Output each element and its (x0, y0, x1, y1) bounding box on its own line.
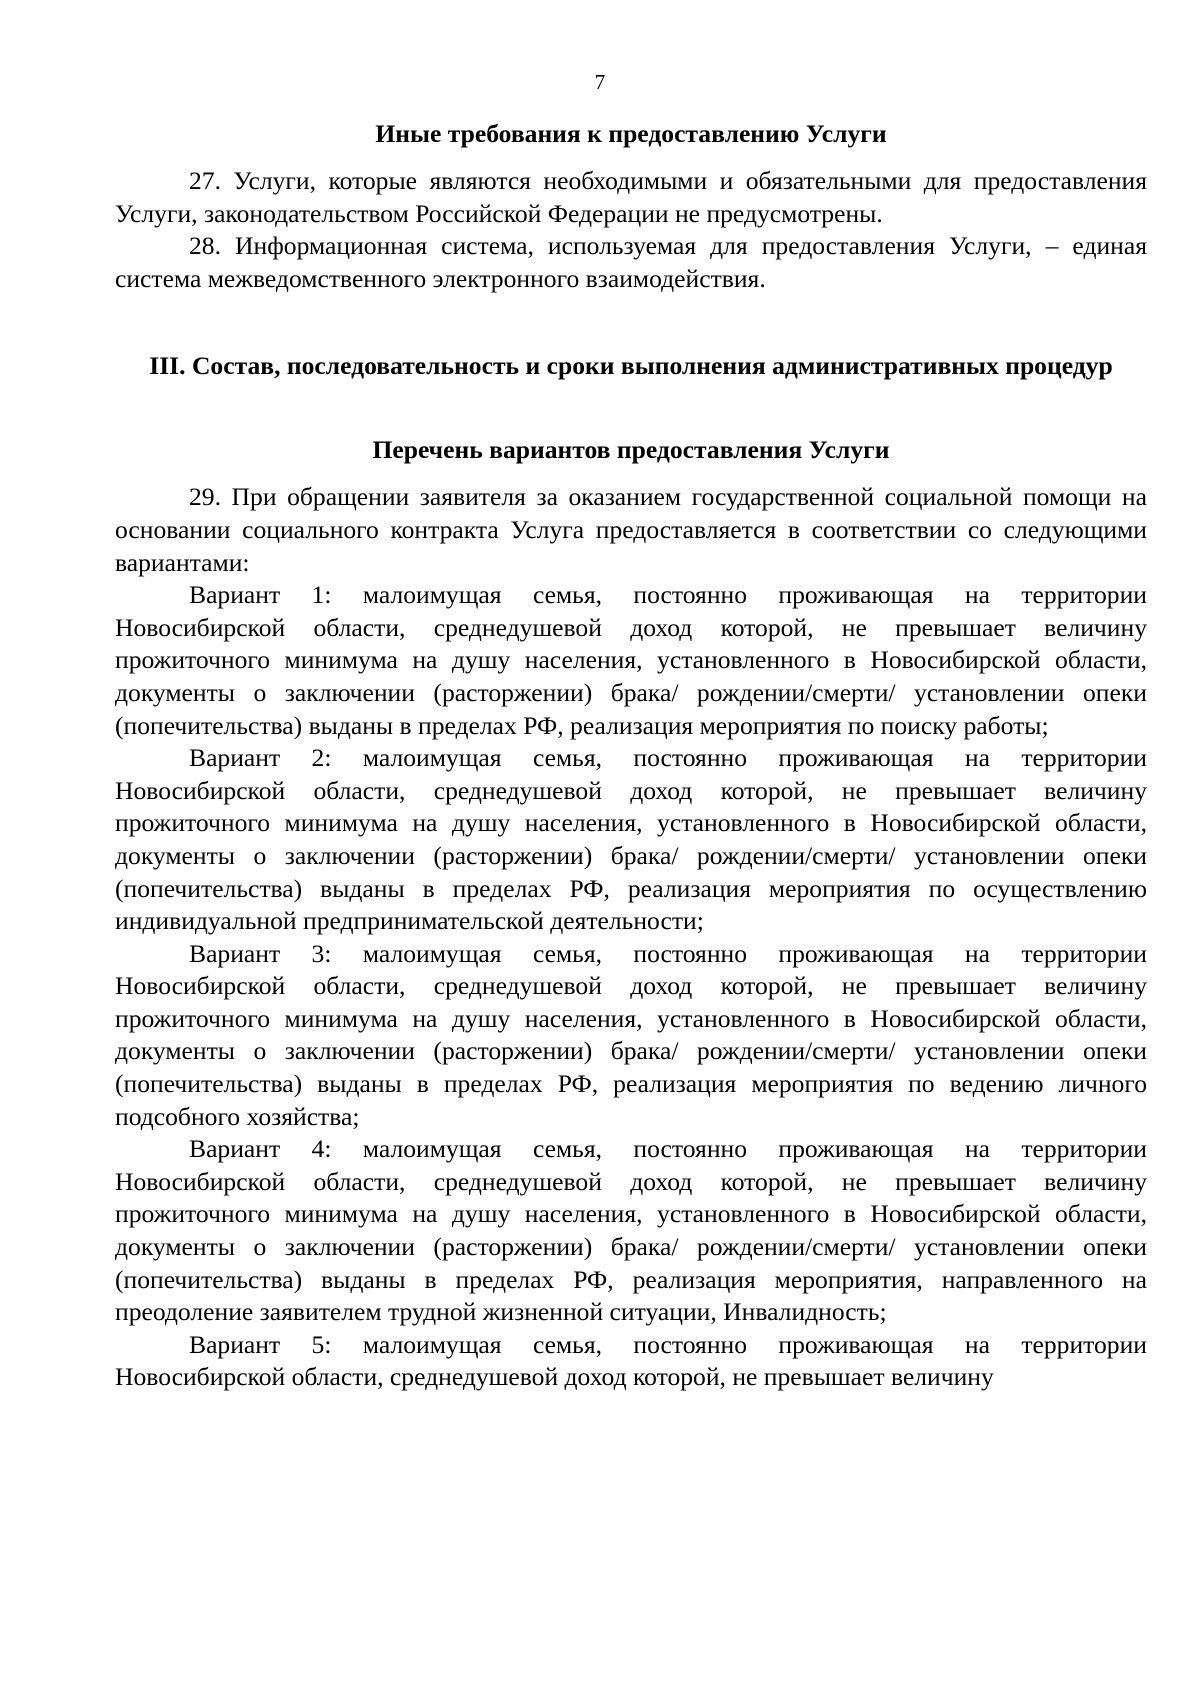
paragraph-27: 27. Услуги, которые являются необходимыми и обязательными для предоставления Услуги, законодательством Российской Федерации не предусмотрены. (115, 166, 1147, 228)
heading-variants-list: Перечень вариантов предоставления Услуги (372, 435, 890, 465)
paragraph-29: 29. При обращении заявителя за оказанием государственной социальной помощи на основании социального контракта Услуга предоставляется в соответствии со следующими вариантами: (115, 482, 1147, 577)
variant-4-paragraph: Вариант 4: малоимущая семья, постоянно проживающая на территории Новосибирской области, среднедушевой доход которой, не превышает величину прожиточного минимума на душу населения, установленного в Новосибирской области, документы о заключении (расторжении) брака/ рождении/смерти/ установлении опеки (попечительства) выданы в пределах РФ, реализация мероприятия, направленного на преодоление заявителем трудной жизненной ситуации, Инвалидность; (115, 1134, 1147, 1327)
variant-1-paragraph: Вариант 1: малоимущая семья, постоянно проживающая на территории Новосибирской области, среднедушевой доход которой, не превышает величину прожиточного минимума на душу населения, установленного в Новосибирской области, документы о заключении (расторжении) брака/ рождении/смерти/ установлении опеки (попечительства) выданы в пределах РФ, реализация мероприятия по поиску работы; (115, 580, 1147, 740)
variant-3-paragraph: Вариант 3: малоимущая семья, постоянно проживающая на территории Новосибирской области, среднедушевой доход которой, не превышает величину прожиточного минимума на душу населения, установленного в Новосибирской области, документы о заключении (расторжении) брака/ рождении/смерти/ установлении опеки (попечительства) выданы в пределах РФ, реализация мероприятия по ведению личного подсобного хозяйства; (115, 938, 1147, 1131)
heading-other-requirements: Иные требования к предоставлению Услуги (375, 119, 887, 148)
page-number: 7 (594, 70, 606, 94)
variant-2-paragraph: Вариант 2: малоимущая семья, постоянно проживающая на территории Новосибирской области, среднедушевой доход которой, не превышает величину прожиточного минимума на душу населения, установленного в Новосибирской области, документы о заключении (расторжении) брака/ рождении/смерти/ установлении опеки (попечительства) выданы в пределах РФ, реализация мероприятия по осуществлению индивидуальной предпринимательской деятельности; (115, 743, 1147, 936)
document-body (115, 118, 1147, 1394)
variant-5-paragraph: Вариант 5: малоимущая семья, постоянно проживающая на территории Новосибирской области, среднедушевой доход которой, не превышает величину (115, 1329, 1147, 1392)
heading-section-iii: III. Состав, последовательность и сроки выполнения административных процедур (149, 351, 1113, 381)
paragraph-28: 28. Информационная система, используемая для предоставления Услуги, – единая система межведомственного электронного взаимодействия. (115, 231, 1147, 293)
